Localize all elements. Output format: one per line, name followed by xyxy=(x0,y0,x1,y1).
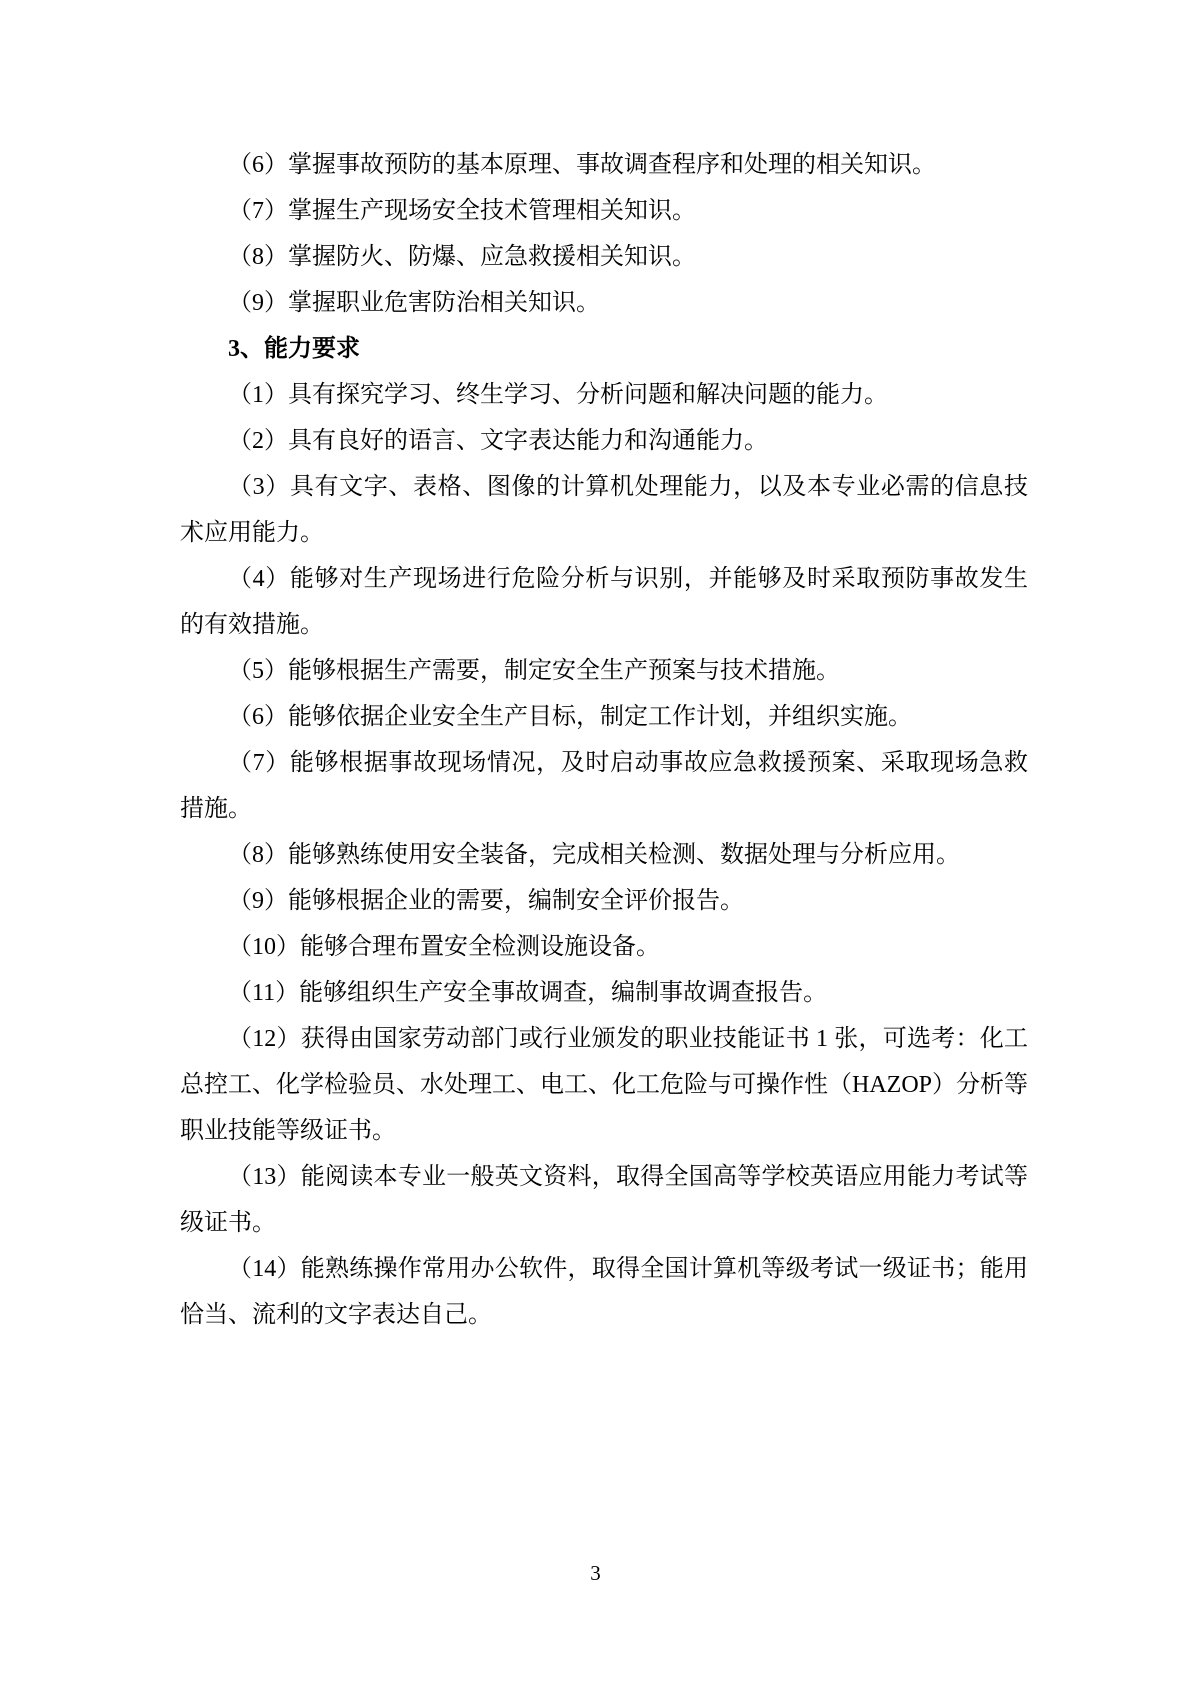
paragraph-knowledge-8: （8）掌握防火、防爆、应急救援相关知识。 xyxy=(228,244,696,270)
paragraph-ability-6: （6）能够依据企业安全生产目标，制定工作计划，并组织实施。 xyxy=(228,704,912,730)
page-number: 3 xyxy=(590,1561,601,1585)
paragraph-ability-10: （10）能够合理布置安全检测设施设备。 xyxy=(228,934,660,960)
paragraph-ability-14: （14）能熟练操作常用办公软件，取得全国计算机等级考试一级证书；能用恰当、流利的文字表达自己。 xyxy=(180,1256,1028,1328)
paragraph-ability-7: （7）能够根据事故现场情况，及时启动事故应急救援预案、采取现场急救措施。 xyxy=(180,750,1028,822)
paragraph-ability-13: （13）能阅读本专业一般英文资料，取得全国高等学校英语应用能力考试等级证书。 xyxy=(180,1164,1028,1236)
document-content xyxy=(180,142,1028,1338)
paragraph-ability-9: （9）能够根据企业的需要，编制安全评价报告。 xyxy=(228,888,744,914)
paragraph-knowledge-9: （9）掌握职业危害防治相关知识。 xyxy=(228,290,600,316)
paragraph-ability-8: （8）能够熟练使用安全装备，完成相关检测、数据处理与分析应用。 xyxy=(228,842,960,868)
paragraph-knowledge-6: （6）掌握事故预防的基本原理、事故调查程序和处理的相关知识。 xyxy=(228,152,936,178)
paragraph-ability-4: （4）能够对生产现场进行危险分析与识别，并能够及时采取预防事故发生的有效措施。 xyxy=(180,566,1028,638)
paragraph-ability-1: （1）具有探究学习、终生学习、分析问题和解决问题的能力。 xyxy=(228,382,888,408)
paragraph-ability-2: （2）具有良好的语言、文字表达能力和沟通能力。 xyxy=(228,428,768,454)
paragraph-ability-12: （12）获得由国家劳动部门或行业颁发的职业技能证书 1 张，可选考：化工总控工、化学检验员、水处理工、电工、化工危险与可操作性（HAZOP）分析等职业技能等级证书。 xyxy=(180,1026,1029,1144)
paragraph-ability-3: （3）具有文字、表格、图像的计算机处理能力，以及本专业必需的信息技术应用能力。 xyxy=(180,474,1028,546)
section-heading-ability-requirements: 3、能力要求 xyxy=(228,336,360,362)
paragraph-knowledge-7: （7）掌握生产现场安全技术管理相关知识。 xyxy=(228,198,696,224)
paragraph-ability-11: （11）能够组织生产安全事故调查，编制事故调查报告。 xyxy=(228,980,828,1006)
paragraph-ability-5: （5）能够根据生产需要，制定安全生产预案与技术措施。 xyxy=(228,658,840,684)
